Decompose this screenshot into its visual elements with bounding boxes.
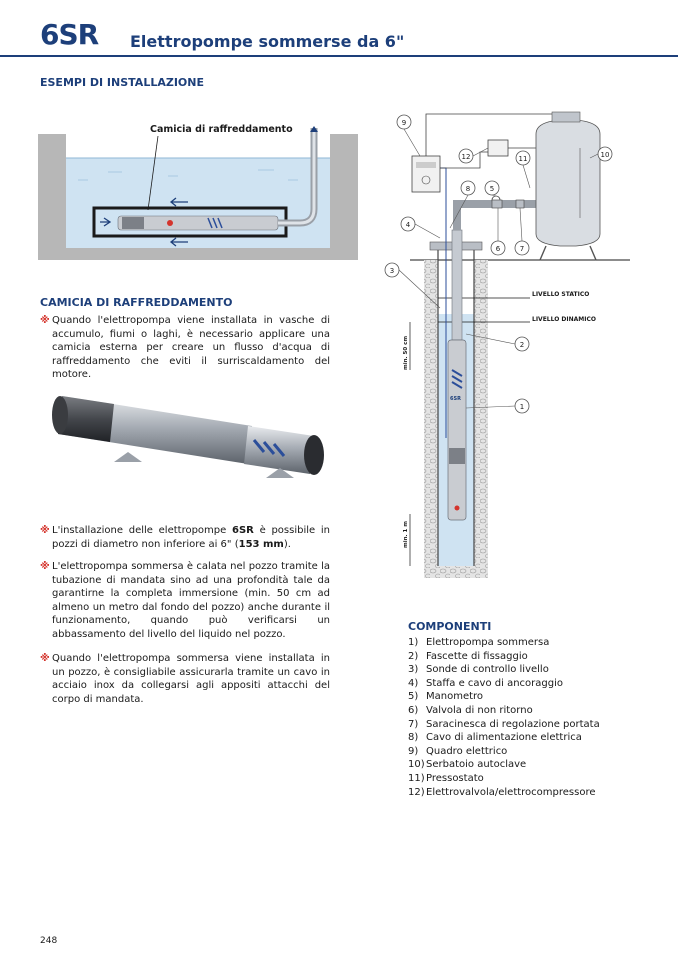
component-item: 4) Staffa e cavo di ancoraggio	[408, 677, 563, 689]
bullet-mark-icon: ※	[40, 653, 50, 664]
pump-brand: 6SR	[450, 396, 461, 402]
section-title-examples: ESEMPI DI INSTALLAZIONE	[40, 76, 204, 89]
callout-9: 9	[401, 119, 407, 127]
component-item: 8) Cavo di alimentazione elettrica	[408, 732, 582, 744]
jacket-paragraph: ※ Quando l'elettropompa viene installata in vasche di accumulo, fiumi o laghi, è necessario applicare una camicia esterna per creare un flusso d'acqua di raffreddamento che eviti il surriscaldamento del motore.	[40, 315, 330, 381]
callout-11: 11	[518, 155, 528, 163]
component-item: 6) Valvola di non ritorno	[408, 704, 533, 716]
callout-2: 2	[519, 341, 525, 349]
component-item: 5) Manometro	[408, 691, 484, 703]
section-title-components: COMPONENTI	[408, 620, 492, 633]
series-code: 6SR	[40, 18, 99, 51]
callout-1: 1	[519, 403, 525, 411]
delivery-pipe	[452, 230, 462, 340]
page-title: Elettropompe sommerse da 6"	[130, 32, 405, 51]
electrical-panel	[412, 156, 440, 192]
note-steel-cable: ※ Quando l'elettropompa sommersa viene installata in un pozzo, è consigliabile assicurarla tramite un cavo in acciaio inox da collegarsi agli appositi attacchi del corpo di mandata.	[40, 653, 330, 705]
component-item: 10) Serbatoio autoclave	[408, 759, 527, 771]
min-1m-label: min. 1 m	[403, 520, 409, 548]
check-valve	[492, 200, 502, 208]
callout-8: 8	[465, 185, 471, 193]
well-gravel-left	[424, 260, 438, 578]
well-gravel-right	[474, 260, 488, 578]
pump-in-well	[448, 340, 466, 520]
tank-wall-right	[330, 134, 358, 260]
component-item: 7) Saracinesca di regolazione portata	[408, 718, 600, 730]
static-level-label: LIVELLO STATICO	[532, 291, 590, 298]
min-50cm-label: min. 50 cm	[403, 335, 409, 370]
bullet-mark-icon: ※	[40, 525, 50, 536]
solenoid-valve	[488, 140, 508, 156]
note-immersion: ※ L'elettropompa sommersa è calata nel pozzo tramite la tubazione di mandata sino ad una profondità tale da garantirne la completa immersione (min. 50 cm ad almeno un metro dal fondo del pozzo) anche durante il funzionamento, quando può verificarsi un abbassamento del livello del liquido nel pozzo.	[40, 561, 330, 640]
cooling-jacket-image	[52, 382, 334, 482]
tank-installation-diagram	[38, 110, 358, 260]
callout-12: 12	[461, 153, 471, 161]
components-list	[408, 636, 658, 799]
component-item: 12) Elettrovalvola/elettrocompressore	[408, 786, 596, 798]
component-item: 2) Fascette di fissaggio	[408, 650, 528, 662]
tank-wall-left	[38, 134, 66, 260]
component-item: 3) Sonde di controllo livello	[408, 664, 549, 676]
dynamic-level-label: LIVELLO DINAMICO	[532, 316, 597, 323]
bullet-mark-icon: ※	[40, 561, 50, 572]
callout-10: 10	[600, 151, 610, 159]
jacket-label: Camicia di raffreddamento	[150, 124, 293, 135]
header-rule	[0, 55, 678, 57]
tank-floor	[38, 248, 358, 260]
component-item: 11) Pressostato	[408, 772, 484, 784]
callout-4: 4	[405, 221, 411, 229]
callout-3: 3	[389, 267, 395, 275]
bullet-mark-icon: ※	[40, 315, 50, 326]
well-installation-diagram	[380, 108, 650, 608]
page-number: 248	[40, 936, 58, 946]
callout-7: 7	[519, 245, 525, 253]
note-well-diameter: ※ L'installazione delle elettropompe 6SR è possibile in pozzi di diametro non inferiore ai 6" (153 mm).	[40, 525, 330, 550]
callout-6: 6	[495, 245, 501, 253]
callout-5: 5	[489, 185, 495, 193]
component-item: 9) Quadro elettrico	[408, 745, 508, 757]
section-title-jacket: CAMICIA DI RAFFREDDAMENTO	[40, 296, 233, 309]
component-item: 1) Elettropompa sommersa	[408, 637, 550, 648]
autoclave-tank	[536, 120, 600, 246]
gate-valve	[516, 200, 524, 208]
